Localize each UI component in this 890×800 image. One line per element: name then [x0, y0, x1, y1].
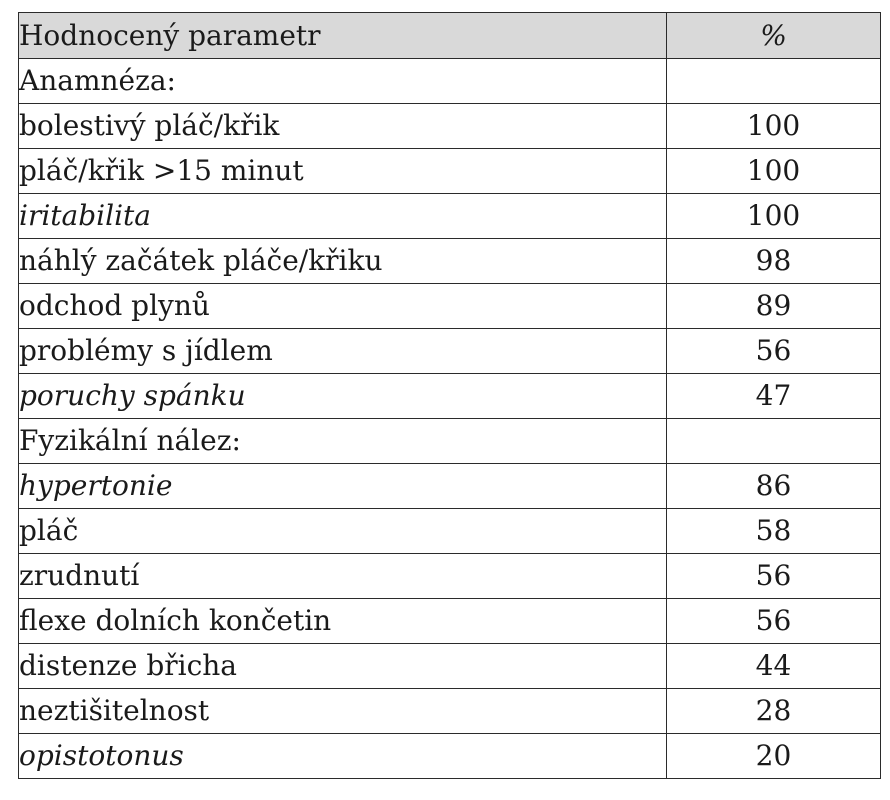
row-parameter-label: pláč: [19, 509, 667, 554]
header-percent: %: [667, 13, 881, 59]
row-parameter-label: opistotonus: [19, 734, 667, 779]
row-parameter-label: náhlý začátek pláče/křiku: [19, 239, 667, 284]
row-percent-value: 28: [667, 689, 881, 734]
row-parameter-label: poruchy spánku: [19, 374, 667, 419]
row-percent-value: 56: [667, 599, 881, 644]
row-parameter-label: distenze břicha: [19, 644, 667, 689]
table-row: [19, 284, 881, 329]
table-row: [19, 374, 881, 419]
row-percent-value: 86: [667, 464, 881, 509]
row-percent-value: [667, 419, 881, 464]
table-row: [19, 734, 881, 779]
table-row: [19, 149, 881, 194]
table-row: [19, 59, 881, 104]
table-row: [19, 104, 881, 149]
table-row: [19, 644, 881, 689]
row-percent-value: 44: [667, 644, 881, 689]
row-parameter-label: hypertonie: [19, 464, 667, 509]
row-percent-value: 100: [667, 104, 881, 149]
header-row: [19, 13, 881, 59]
row-percent-value: 56: [667, 554, 881, 599]
row-percent-value: 98: [667, 239, 881, 284]
parameter-table: [18, 12, 881, 779]
table-row: [19, 194, 881, 239]
row-parameter-label: zrudnutí: [19, 554, 667, 599]
row-percent-value: 100: [667, 149, 881, 194]
row-percent-value: 56: [667, 329, 881, 374]
row-parameter-label: flexe dolních končetin: [19, 599, 667, 644]
table-row: [19, 509, 881, 554]
row-parameter-label: neztišitelnost: [19, 689, 667, 734]
table-body: [19, 59, 881, 779]
header-parameter: Hodnocený parametr: [19, 13, 667, 59]
table-row: [19, 239, 881, 284]
row-percent-value: 58: [667, 509, 881, 554]
table-row: [19, 419, 881, 464]
table-row: [19, 689, 881, 734]
row-parameter-label: odchod plynů: [19, 284, 667, 329]
row-parameter-label: Fyzikální nález:: [19, 419, 667, 464]
table-row: [19, 329, 881, 374]
row-parameter-label: iritabilita: [19, 194, 667, 239]
table-row: [19, 464, 881, 509]
table-row: [19, 554, 881, 599]
row-parameter-label: problémy s jídlem: [19, 329, 667, 374]
row-percent-value: 20: [667, 734, 881, 779]
row-parameter-label: bolestivý pláč/křik: [19, 104, 667, 149]
row-parameter-label: pláč/křik >15 minut: [19, 149, 667, 194]
row-parameter-label: Anamnéza:: [19, 59, 667, 104]
row-percent-value: 89: [667, 284, 881, 329]
row-percent-value: 100: [667, 194, 881, 239]
row-percent-value: 47: [667, 374, 881, 419]
table-header: [19, 13, 881, 59]
row-percent-value: [667, 59, 881, 104]
table-row: [19, 599, 881, 644]
